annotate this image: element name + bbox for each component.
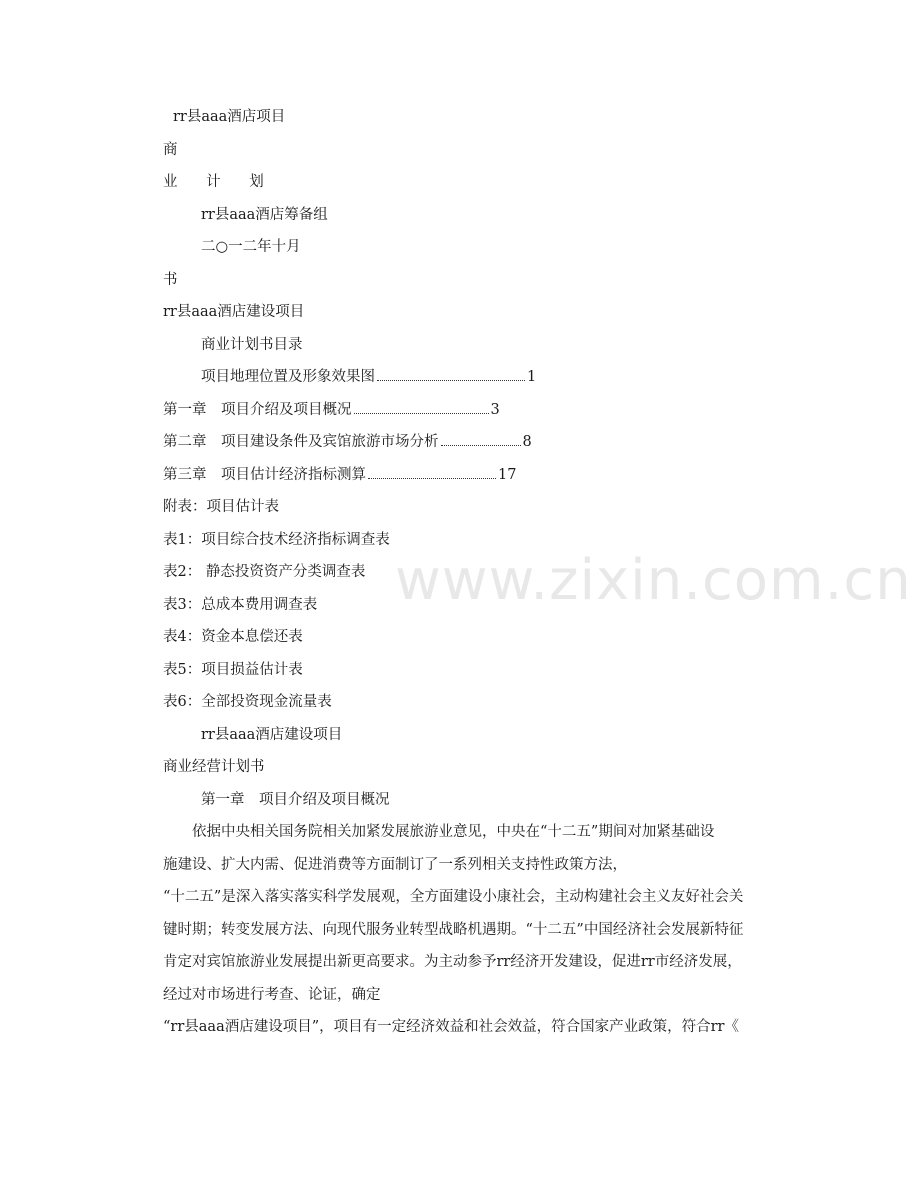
paragraph-line: “十二五”是深入落实落实科学发展观，全方面建设小康社会，主动构建社会主义友好社会关	[163, 889, 744, 905]
toc-leader-dots	[441, 433, 521, 446]
toc-entry-label: 第二章 项目建设条件及宾馆旅游市场分析	[163, 434, 439, 450]
cover-date: 二○一二年十月	[201, 239, 301, 255]
toc-leader-dots	[368, 466, 496, 479]
appendix-table-item: 表5：项目损益估计表	[163, 662, 303, 678]
paragraph-line: 依据中央相关国务院相关加紧发展旅游业意见，中央在“十二五”期间对加紧基础设	[163, 824, 715, 840]
cover-char-shang: 商	[163, 142, 178, 158]
toc-entry-page: 3	[490, 402, 500, 418]
toc-entry-page: 8	[522, 434, 532, 450]
paragraph-line: 键时期；转变发展方法、向现代服务业转型战略机遇期。“十二五”中国经济社会发展新特征	[163, 922, 744, 938]
paragraph-line: 施建设、扩大内需、促进消费等方面制订了一系列相关支持性政策方法，	[163, 857, 627, 873]
paragraph-line: “rr县aaa酒店建设项目”，项目有一定经济效益和社会效益，符合国家产业政策，符合rr《	[163, 1019, 739, 1035]
toc-entry-label: 项目地理位置及形象效果图	[201, 369, 375, 385]
toc-heading: 商业计划书目录	[201, 337, 303, 353]
cover-org: rr县aaa酒店筹备组	[201, 207, 328, 223]
body-project-title: rr县aaa酒店建设项目	[201, 727, 343, 743]
toc-project-title: rr县aaa酒店建设项目	[163, 304, 305, 320]
toc-entry-label: 第三章 项目估计经济指标测算	[163, 467, 366, 483]
toc-leader-dots	[377, 368, 525, 381]
appendix-table-item: 表6：全部投资现金流量表	[163, 694, 332, 710]
toc-entry[interactable]	[163, 465, 516, 485]
paragraph-line: 经过对市场进行考查、论证，确定	[163, 987, 381, 1003]
appendix-table-item: 表2： 静态投资资产分类调查表	[163, 564, 366, 580]
toc-entry[interactable]	[201, 367, 536, 387]
toc-entry[interactable]	[163, 400, 500, 420]
toc-entry[interactable]	[163, 432, 532, 452]
appendix-table-item: 表1：项目综合技术经济指标调查表	[163, 532, 390, 548]
cover-char-shu: 书	[163, 272, 178, 288]
chapter-heading: 第一章 项目介绍及项目概况	[201, 792, 390, 808]
toc-leader-dots	[354, 401, 489, 414]
toc-entry-page: 1	[527, 369, 537, 385]
appendix-title: 附表：项目估计表	[163, 499, 279, 515]
toc-entry-label: 第一章 项目介绍及项目概况	[163, 402, 352, 418]
appendix-table-item: 表3：总成本费用调查表	[163, 597, 318, 613]
watermark: www.zixin.com.cn	[395, 548, 912, 613]
appendix-table-item: 表4：资金本息偿还表	[163, 629, 303, 645]
cover-title: rr县aaa酒店项目	[173, 109, 286, 125]
cover-char-yejihua: 业 计 划	[163, 174, 276, 190]
toc-entry-page: 17	[498, 467, 517, 483]
paragraph-line: 肯定对宾馆旅游业发展提出新更高要求。为主动参予rr经济开发建设，促进rr市经济发展，	[163, 954, 742, 970]
body-doc-title: 商业经营计划书	[163, 759, 265, 775]
